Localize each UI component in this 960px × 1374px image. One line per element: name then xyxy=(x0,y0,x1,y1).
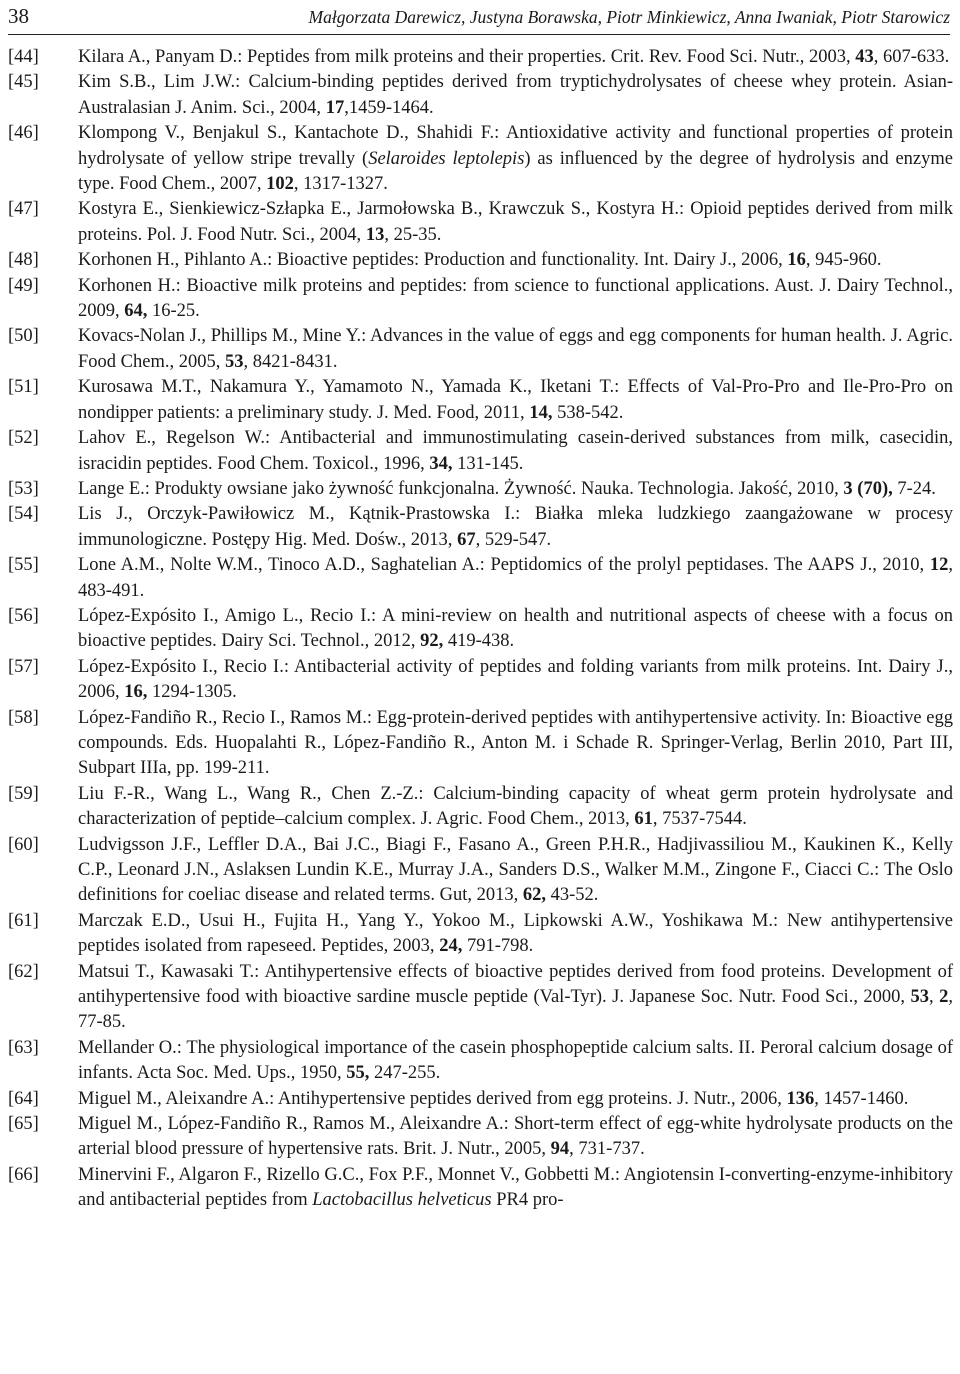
reference-species-name: Lactobacillus helveticus xyxy=(312,1190,492,1211)
reference-volume: 12 xyxy=(929,555,949,576)
reference-text xyxy=(78,197,953,248)
reference-segment: Liu F.-R., Wang L., Wang R., Chen Z.-Z.: Calcium-binding capacity of wheat germ protein hydrolysate and characterization of peptide–calcium complex. J. Agric. Food Chem., 2013, xyxy=(78,783,953,830)
reference-segment: , 8421-8431. xyxy=(243,351,338,372)
reference-segment: Miguel M., Aleixandre A.: Antihypertensive peptides derived from egg proteins. J. Nutr., 2006, xyxy=(78,1088,787,1109)
reference-segment: Miguel M., López-Fandiño R., Ramos M., Aleixandre A.: Short-term effect of egg-white hydrolysate products on the arterial blood pressure of hypertensive rats. Brit. J. Nutr., 2005, xyxy=(78,1114,953,1160)
reference-segment: ,1459-1464. xyxy=(344,97,434,118)
reference-entry xyxy=(8,553,953,604)
reference-volume: 53 xyxy=(910,987,930,1008)
reference-entry xyxy=(8,655,953,706)
reference-entry xyxy=(8,45,953,70)
reference-segment: ) as influenced by the degree of hydrolysis and enzyme type. Food Chem., 2007, xyxy=(78,148,953,195)
reference-segment: , 1317-1327. xyxy=(293,174,388,195)
reference-segment: , 607-633. xyxy=(873,47,950,67)
reference-volume: 92, xyxy=(420,631,444,652)
reference-entry xyxy=(8,1087,953,1112)
reference-entry xyxy=(8,502,953,553)
reference-list xyxy=(8,45,953,1214)
reference-text xyxy=(78,248,953,273)
reference-entry xyxy=(8,782,953,833)
reference-volume: 14, xyxy=(529,402,553,423)
reference-segment: Kovacs-Nolan J., Phillips M., Mine Y.: Advances in the value of eggs and egg components for human health. J. Agric. Food Chem., 2005, xyxy=(78,326,953,372)
reference-entry xyxy=(8,833,953,909)
reference-segment: PR4 pro- xyxy=(491,1190,564,1211)
reference-segment: , 7537-7544. xyxy=(652,809,747,830)
reference-segment: López-Expósito I., Amigo L., Recio I.: A mini-review on health and nutritional aspects of cheese with a focus on bioactive peptides. Dairy Sci. Technol., 2012, xyxy=(78,605,953,652)
reference-text xyxy=(78,909,953,960)
reference-text xyxy=(78,1036,953,1087)
reference-segment: Korhonen H.: Bioactive milk proteins and peptides: from science to functional applications. Aust. J. Dairy Technol., 2009, xyxy=(78,275,953,322)
reference-segment: 7-24. xyxy=(892,478,936,499)
reference-volume: 67 xyxy=(457,529,476,550)
reference-entry xyxy=(8,274,953,325)
reference-volume: 62, xyxy=(522,885,547,906)
reference-entry xyxy=(8,960,953,1036)
reference-text xyxy=(78,1087,953,1112)
reference-segment: 43-52. xyxy=(546,885,599,906)
reference-text xyxy=(78,274,953,325)
reference-number: [61] xyxy=(8,910,39,931)
reference-number: [46] xyxy=(8,123,39,144)
reference-segment: , 529-547. xyxy=(475,529,552,550)
reference-text xyxy=(78,324,953,375)
reference-segment: 791-798. xyxy=(462,936,534,957)
reference-text xyxy=(78,1112,953,1163)
reference-segment: 538-542. xyxy=(552,402,624,423)
reference-volume: 94 xyxy=(550,1139,570,1160)
reference-number: [56] xyxy=(8,605,39,626)
reference-number: [55] xyxy=(8,555,39,576)
running-head-authors: Małgorzata Darewicz, Justyna Borawska, Piotr Minkiewicz, Anna Iwaniak, Piotr Starowicz xyxy=(308,7,950,27)
reference-number: [47] xyxy=(8,199,39,220)
reference-text xyxy=(78,833,953,909)
reference-segment: , 483-491. xyxy=(78,555,953,601)
reference-segment: Kilara A., Panyam D.: Peptides from milk proteins and their properties. Crit. Rev. Food Sci. Nutr., 2003, xyxy=(78,47,856,67)
reference-text xyxy=(78,960,953,1036)
reference-volume: 64, xyxy=(124,301,148,322)
reference-number: [52] xyxy=(8,428,39,449)
reference-text xyxy=(78,553,953,604)
reference-entry xyxy=(8,426,953,477)
reference-number: [64] xyxy=(8,1088,39,1109)
reference-volume: 16, xyxy=(124,682,148,703)
reference-number: [59] xyxy=(8,783,39,804)
reference-number: [63] xyxy=(8,1037,39,1058)
reference-segment: Lis J., Orczyk-Pawiłowicz M., Kątnik-Prastowska I.: Białka mleka ludzkiego zaangażowane w procesy immunologiczne. Postępy Hig. Med. Dośw., 2013, xyxy=(78,504,953,550)
reference-volume: 17 xyxy=(325,97,345,118)
reference-number: [50] xyxy=(8,326,39,347)
reference-number: [65] xyxy=(8,1114,39,1135)
reference-segment: , 1457-1460. xyxy=(814,1088,909,1109)
reference-number: [58] xyxy=(8,707,39,728)
reference-entry xyxy=(8,1036,953,1087)
reference-segment: Marczak E.D., Usui H., Fujita H., Yang Y., Yokoo M., Lipkowski A.W., Yoshikawa M.: New antihypertensive peptides isolated from rapeseed. Peptides, 2003, xyxy=(78,910,953,957)
reference-segment: 16-25. xyxy=(147,301,200,322)
reference-volume: 53 xyxy=(224,351,244,372)
page-number: 38 xyxy=(8,4,29,28)
reference-entry xyxy=(8,70,953,121)
reference-text xyxy=(78,655,953,706)
reference-segment: Matsui T., Kawasaki T.: Antihypertensive effects of bioactive peptides derived from food proteins. Development of antihypertensive food with bioactive sardine muscle peptide (Val-Tyr). J. Japanese Soc. Nutr. Food Sci., 2000, xyxy=(78,961,953,1008)
reference-segment: , 77-85. xyxy=(78,987,954,1033)
reference-segment: Korhonen H., Pihlanto A.: Bioactive peptides: Production and functionality. Int. Dairy J., 2006, xyxy=(78,250,788,271)
reference-segment: Kostyra E., Sienkiewicz-Szłapka E., Jarmołowska B., Krawczuk S., Kostyra H.: Opioid peptides derived from milk proteins. Pol. J. Food Nutr. Sci., 2004, xyxy=(78,199,953,245)
reference-volume: 102 xyxy=(266,174,294,195)
reference-segment: , 731-737. xyxy=(569,1139,645,1160)
reference-segment: Kim S.B., Lim J.W.: Calcium-binding peptides derived from tryptichydrolysates of cheese whey protein. Asian-Australasian J. Anim. Sci., 2004, xyxy=(78,72,953,118)
reference-segment: , xyxy=(929,987,940,1008)
reference-text xyxy=(78,70,953,121)
reference-number: [49] xyxy=(8,275,39,296)
reference-volume: 55, xyxy=(346,1063,370,1084)
reference-segment: , 945-960. xyxy=(805,250,882,271)
reference-text xyxy=(78,45,953,70)
reference-entry xyxy=(8,248,953,273)
reference-entry xyxy=(8,1112,953,1163)
reference-segment: 1294-1305. xyxy=(147,682,237,703)
reference-number: [57] xyxy=(8,656,39,677)
reference-number: [51] xyxy=(8,377,39,398)
reference-text xyxy=(78,426,953,477)
reference-segment: Mellander O.: The physiological importance of the casein phosphopeptide calcium salts. II. Peroral calcium dosage of infants. Acta Soc. Med. Ups., 1950, xyxy=(78,1037,953,1084)
reference-text xyxy=(78,604,953,655)
reference-text xyxy=(78,502,953,553)
reference-segment: 419-438. xyxy=(443,631,515,652)
reference-entry xyxy=(8,909,953,960)
reference-number: [54] xyxy=(8,504,39,525)
reference-number: [62] xyxy=(8,961,39,982)
reference-number: [66] xyxy=(8,1164,39,1185)
reference-volume: 24, xyxy=(439,936,463,957)
reference-entry xyxy=(8,1163,953,1214)
reference-entry xyxy=(8,121,953,197)
reference-segment: Lone A.M., Nolte W.M., Tinoco A.D., Saghatelian A.: Peptidomics of the prolyl peptidases. The AAPS J., 2010, xyxy=(78,555,930,576)
reference-segment: Lahov E., Regelson W.: Antibacterial and immunostimulating casein-derived substances from milk, casecidin, isracidin peptides. Food Chem. Toxicol., 1996, xyxy=(78,428,953,474)
reference-number: [45] xyxy=(8,72,39,93)
reference-segment: López-Fandiño R., Recio I., Ramos M.: Egg-protein-derived peptides with antihypertensive activity. In: Bioactive egg compounds. Eds. Huopalahti R., López-Fandiño R., Anton M. i Schade R. Springer-Verlag, Berlin 2010, Part III, Subpart IIIa, pp. 199-211. xyxy=(78,707,953,779)
reference-text xyxy=(78,1163,953,1214)
reference-volume: 3 (70), xyxy=(843,478,893,499)
reference-species-name: Selaroides leptolepis xyxy=(368,148,525,169)
reference-segment: Ludvigsson J.F., Leffler D.A., Bai J.C., Biagi F., Fasano A., Green P.H.R., Hadjivassiliou M., Kaukinen K., Kelly C.P., Leonard J.N., Aslaksen Lundin K.E., Murray J.A., Sanders D.S., Walker M.M., Zingone F., Ciacci C.: The Oslo definitions for coeliac disease and related terms. Gut, 2013, xyxy=(78,834,953,906)
reference-volume: 136 xyxy=(786,1088,815,1109)
reference-segment: 247-255. xyxy=(369,1063,441,1084)
reference-text xyxy=(78,782,953,833)
reference-text xyxy=(78,121,953,197)
reference-number: [48] xyxy=(8,250,39,271)
reference-entry xyxy=(8,706,953,782)
reference-segment: Minervini F., Algaron F., Rizello G.C., Fox P.F., Monnet V., Gobbetti M.: Angiotensin I-converting-enzyme-inhibitory and antibacterial peptides from xyxy=(78,1164,953,1211)
reference-entry xyxy=(8,324,953,375)
reference-text xyxy=(78,706,953,782)
reference-volume: 2 xyxy=(939,987,949,1008)
reference-segment: López-Expósito I., Recio I.: Antibacterial activity of peptides and folding variants from milk proteins. Int. Dairy J., 2006, xyxy=(78,656,953,703)
page-header xyxy=(8,2,950,35)
reference-entry xyxy=(8,604,953,655)
reference-entry xyxy=(8,375,953,426)
reference-segment: 131-145. xyxy=(452,453,524,474)
reference-text xyxy=(78,375,953,426)
reference-segment: Lange E.: Produkty owsiane jako żywność funkcjonalna. Żywność. Nauka. Technologia. Jakość, 2010, xyxy=(78,478,844,499)
reference-volume: 13 xyxy=(365,224,385,245)
reference-volume: 16 xyxy=(787,250,806,271)
reference-segment: Klompong V., Benjakul S., Kantachote D., Shahidi F.: Antioxidative activity and functional properties of protein hydrolysate of yellow stripe trevally ( xyxy=(78,123,953,169)
reference-volume: 61 xyxy=(634,809,653,830)
reference-entry xyxy=(8,477,953,502)
reference-volume: 34, xyxy=(429,453,453,474)
reference-segment: , 25-35. xyxy=(384,224,442,245)
reference-entry xyxy=(8,197,953,248)
reference-text xyxy=(78,477,953,502)
reference-volume: 43 xyxy=(855,47,874,67)
reference-number: [60] xyxy=(8,834,39,855)
reference-segment: Kurosawa M.T., Nakamura Y., Yamamoto N., Yamada K., Iketani T.: Effects of Val-Pro-Pro and Ile-Pro-Pro on nondipper patients: a preliminary study. J. Med. Food, 2011, xyxy=(78,377,953,423)
reference-number: [53] xyxy=(8,478,39,499)
reference-number: [44] xyxy=(8,47,39,67)
